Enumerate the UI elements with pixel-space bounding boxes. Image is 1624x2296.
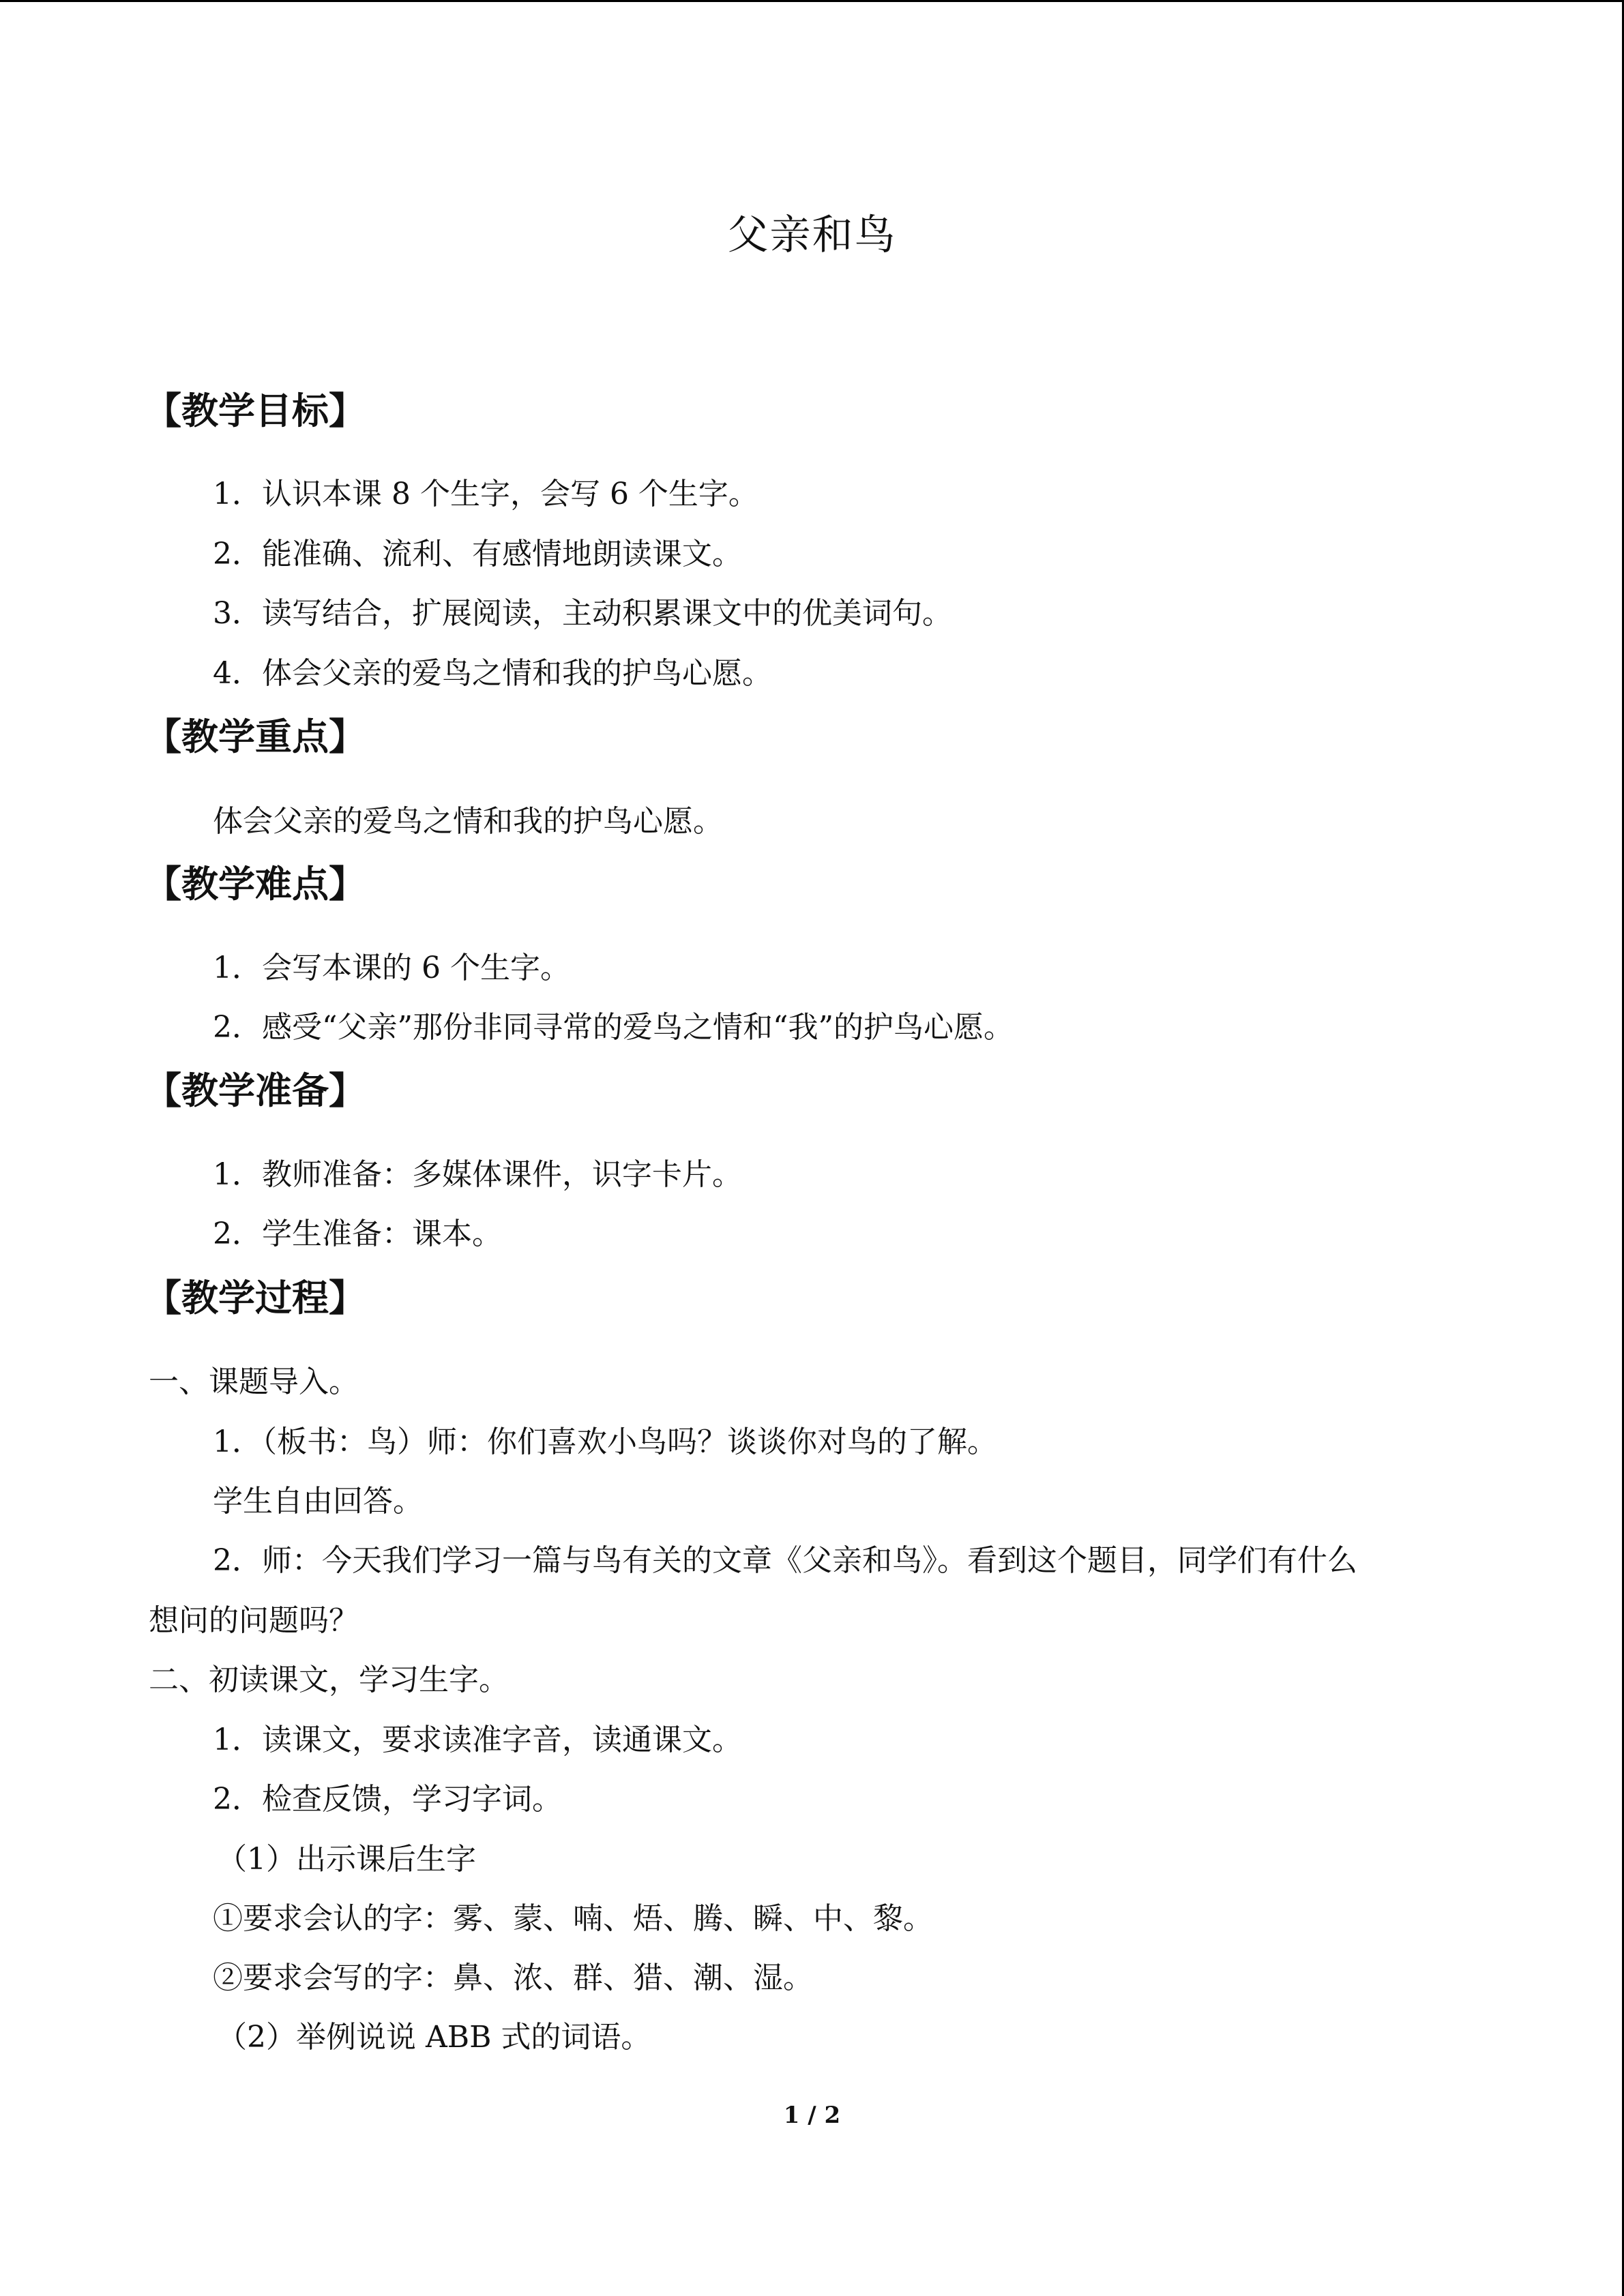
process-line: 2．检查反馈，学习字词。 [213,1782,562,1817]
process-line: ②要求会写的字：鼻、浓、群、猎、潮、湿。 [213,1960,813,1995]
process-line: 学生自由回答。 [213,1484,423,1519]
objective-item: 3．读写结合，扩展阅读，主动积累课文中的优美词句。 [213,596,952,631]
heading-preparation: 【教学准备】 [145,1069,366,1112]
heading-process: 【教学过程】 [145,1277,366,1320]
process-subitem: （2）举例说说 ABB 式的词语。 [217,2020,651,2055]
page-number: 1 / 2 [783,2102,841,2129]
heading-objectives: 【教学目标】 [145,389,366,432]
objective-item: 4．体会父亲的爱鸟之情和我的护鸟心愿。 [213,656,772,691]
difficulty-item: 1．会写本课的 6 个生字。 [213,951,570,985]
process-section-title: 二、初读课文，学习生字。 [149,1663,509,1697]
process-line-continuation: 想问的问题吗？ [149,1603,359,1638]
preparation-item: 1．教师准备：多媒体课件，识字卡片。 [213,1157,742,1192]
heading-difficulties: 【教学难点】 [145,863,366,906]
process-line: 1．读课文，要求读准字音，读通课文。 [213,1723,742,1757]
difficulty-item: 2．感受“父亲”那份非同寻常的爱鸟之情和“我”的护鸟心愿。 [213,1010,1014,1045]
process-section-title: 一、课题导入。 [149,1365,359,1399]
process-subitem: （1）出示课后生字 [217,1842,476,1877]
document-title: 父亲和鸟 [727,211,897,259]
objective-item: 2．能准确、流利、有感情地朗读课文。 [213,537,742,571]
objective-item: 1．认识本课 8 个生字，会写 6 个生字。 [213,477,758,511]
preparation-item: 2．学生准备：课本。 [213,1217,502,1251]
key-point-item: 体会父亲的爱鸟之情和我的护鸟心愿。 [213,804,723,839]
process-line: ①要求会认的字：雾、蒙、喃、焐、腾、瞬、中、黎。 [213,1901,933,1936]
process-line: 2．师：今天我们学习一篇与鸟有关的文章《父亲和鸟》。看到这个题目，同学们有什么 [213,1543,1357,1578]
process-line: 1．（板书：鸟）师：你们喜欢小鸟吗？谈谈你对鸟的了解。 [213,1425,997,1459]
heading-key-points: 【教学重点】 [145,715,366,758]
